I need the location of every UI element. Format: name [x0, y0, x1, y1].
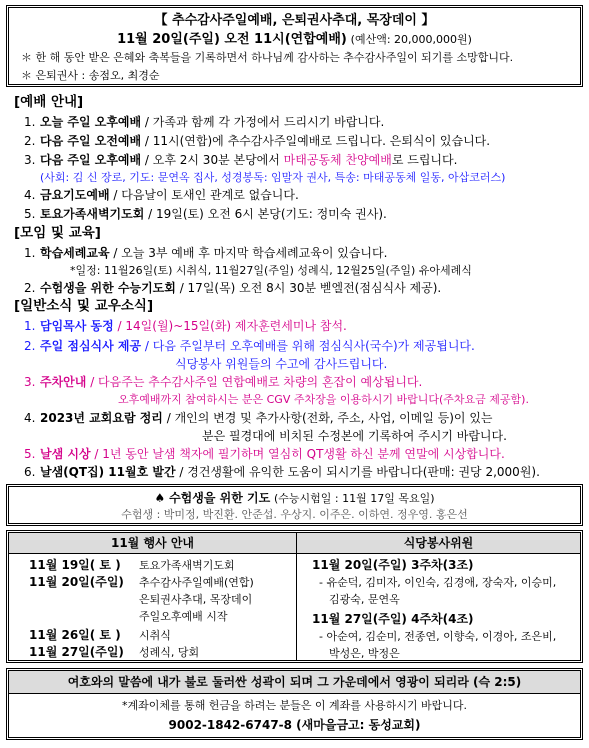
header-box	[6, 5, 583, 87]
prayer-students: 수험생 : 박미정, 박진환. 안준섭. 우상지. 이주은. 이하연. 정우영. 홍은선	[121, 508, 468, 521]
prayer-title: 수험생을 위한 기도	[169, 491, 271, 505]
news-item-2-sub: 식당봉사 위원들의 수고에 감사드립니다.	[175, 357, 388, 371]
header-subtitle-line	[9, 33, 580, 46]
kitchen-group-1-members-2: 김광숙, 문연옥	[329, 593, 400, 606]
kitchen-group-2-title: 11월 27일(주일) 4주차(4조)	[312, 612, 474, 626]
news-item-3: 3. 주차안내 / 다음주는 추수감사주일 연합예배로 차량의 혼잡이 예상됩니다.	[24, 375, 423, 389]
footer-verse: 여호와의 말씀에 내가 불로 둘러싼 성곽이 되며 그 가운데에서 영광이 되리라 (슥 2:5)	[67, 675, 522, 689]
event-desc-4: 주일오후예배 시작	[139, 610, 228, 623]
prayer-date: (수능시험일 : 11월 17일 목요일)	[273, 492, 435, 505]
news-item-3-sub: 오후예배까지 참여하시는 분은 CGV 주차장을 이용하시기 바랍니다(주차요금 제공함).	[118, 393, 529, 406]
header-note-1: ＊ 한 해 동안 받은 은혜와 축복들을 기록하면서 하나님께 감사하는 추수감사주일이 되기를 소망합니다.	[21, 51, 514, 64]
meeting-item-1-sub: *일정: 11월26일(토) 시취식, 11월27일(주일) 성례식, 12월25일(주일) 유아세례식	[70, 264, 472, 277]
event-desc-2: 추수감사주일예배(연합)	[139, 576, 254, 589]
news-item-1: 1. 담임목사 동정 / 14일(월)~15일(화) 제자훈련세미나 참석.	[24, 319, 347, 333]
news-item-5: 5. 날샘 시상 / 1년 동안 날샘 책자에 필기하며 열심히 QT생활 하신 분께 연말에 시상합니다.	[24, 447, 505, 461]
worship-item-4: 4. 금요기도예배 / 다음날이 토새인 관계로 없습니다.	[24, 188, 299, 202]
footer-box	[6, 668, 583, 740]
meeting-heading: [모임 및 교육]	[14, 225, 101, 241]
kitchen-group-1-title: 11월 20일(주일) 3주차(3조)	[312, 558, 474, 572]
schedule-header-left	[9, 533, 297, 554]
header-subtitle: 11월 20일(주일) 오전 11시(연합예배)	[117, 32, 347, 47]
event-date-6: 11월 27일(주일)	[29, 645, 124, 659]
news-heading: [일반소식 및 교우소식]	[14, 298, 154, 314]
prayer-title-line	[9, 492, 580, 504]
kitchen-group-2-members-1: - 아순여, 김순미, 전종연, 이향숙, 이경아, 조은비,	[319, 630, 557, 643]
event-date-1: 11월 19일( 토 )	[29, 558, 121, 572]
news-item-4: 4. 2023년 교회요람 정리 / 개인의 변경 및 추가사항(전화, 주소, 사업, 이메일 등)이 있는	[24, 411, 493, 425]
event-date-5: 11월 26일( 토 )	[29, 628, 121, 642]
header-note-2: ＊ 은퇴권사 : 송점오, 최경순	[21, 69, 160, 82]
schedule-table	[6, 530, 583, 663]
event-desc-3: 은퇴권사추대, 목장데이	[139, 593, 253, 606]
event-desc-6: 성례식, 당회	[139, 646, 200, 659]
worship-item-1: 1. 오늘 주일 오후예배 / 가족과 함께 각 가정에서 드리시기 바랍니다.	[24, 115, 385, 129]
footer-note: *계좌이체를 통해 헌금을 하려는 분들은 이 계좌를 사용하시기 바랍니다.	[121, 699, 468, 712]
prayer-box	[6, 484, 583, 526]
worship-heading: [예배 안내]	[14, 94, 84, 110]
spade-icon: ♠	[154, 491, 166, 505]
event-desc-5: 시취식	[139, 629, 171, 642]
news-item-4-sub: 분은 필경대에 비치된 수정본에 기록하여 주시기 바랍니다.	[202, 429, 507, 443]
schedule-header-right	[297, 533, 580, 554]
kitchen-heading: 식당봉사위원	[403, 536, 474, 550]
news-item-6: 6. 날샘(QT집) 11월호 발간 / 경건생활에 유익한 도움이 되시기를 바랍니다(판매: 권당 2,000원).	[24, 465, 540, 479]
meeting-item-1: 1. 학습세례교육 / 오늘 3부 예배 후 마지막 학습세례교육이 있습니다.	[24, 246, 388, 260]
worship-item-5: 5. 토요가족새벽기도회 / 19일(토) 오전 6시 본당(기도: 정미숙 권사).	[24, 207, 387, 221]
news-item-2: 2. 주일 점심식사 제공 / 다음 주일부터 오후예배를 위해 점심식사(국수)가 제공됩니다.	[24, 339, 475, 353]
verse-band	[9, 671, 580, 694]
events-heading: 11월 행사 안내	[110, 536, 194, 550]
footer-account: 9002-1842-6747-8 (새마을금고: 동성교회)	[168, 718, 421, 732]
schedule-divider	[296, 553, 297, 660]
kitchen-group-1-members-1: - 유순덕, 김미자, 이인숙, 김경애, 장숙자, 이승미,	[319, 576, 557, 589]
worship-item-3-sub: (사회: 김 신 장로, 기도: 문연옥 집사, 성경봉독: 임말자 권사, 특송: 마태공동체 일동, 아삽코러스)	[40, 171, 506, 184]
kitchen-group-2-members-2: 박성은, 박정은	[329, 647, 400, 660]
meeting-item-2: 2. 수험생을 위한 수능기도회 / 17일(목) 오전 8시 30분 벧엘전(점심식사 제공).	[24, 281, 442, 295]
header-title: 【 추수감사주일예배, 은퇴권사추대, 목장데이 】	[154, 13, 435, 28]
event-desc-1: 토요가족새벽기도회	[139, 559, 235, 572]
event-date-2: 11월 20일(주일)	[29, 575, 124, 589]
worship-item-2: 2. 다음 주일 오전예배 / 11시(연합)에 추수감사주일예배로 드립니다. 은퇴식이 있습니다.	[24, 134, 491, 148]
worship-item-3: 3. 다음 주일 오후예배 / 오후 2시 30분 본당에서 마태공동체 찬양예배로 드립니다.	[24, 153, 458, 167]
header-budget: (예산액: 20,000,000원)	[350, 33, 472, 46]
